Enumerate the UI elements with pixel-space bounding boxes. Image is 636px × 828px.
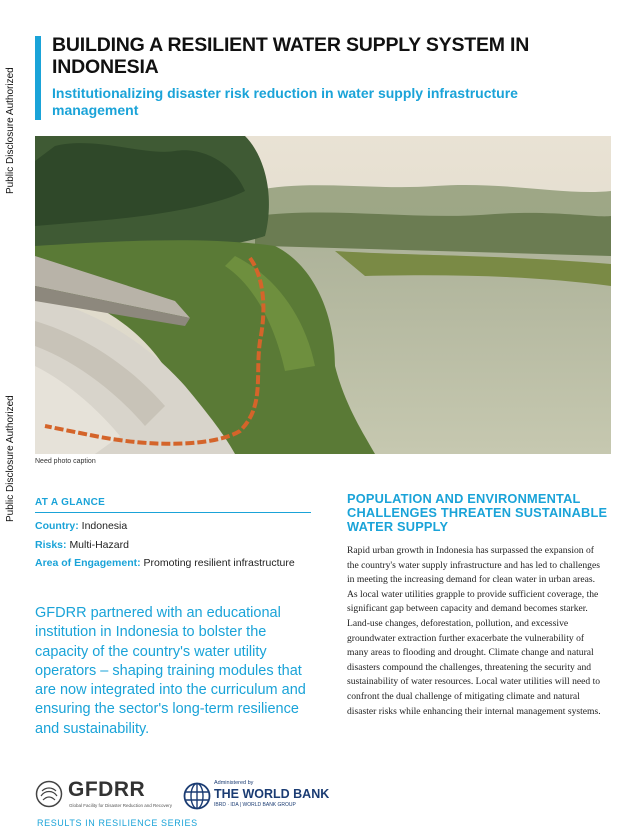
pull-quote: GFDRR partnered with an educational institution in Indonesia to bolster the capacity of the country's water utility operators – shaping training modules that are now integrated into the curriculum and ensuring the sector's long-term resilience and sustainability. — [35, 605, 306, 737]
section-heading: POPULATION AND ENVIRONMENTAL CHALLENGES THREATEN SUSTAINABLE WATER SUPPLY — [347, 491, 608, 534]
glance-row-engagement — [35, 557, 295, 569]
glance-value: Promoting resilient infrastructure — [143, 557, 295, 569]
glance-key: Risks: — [35, 539, 67, 551]
glance-row-country — [35, 520, 127, 532]
world-bank-administered: Administered by — [214, 780, 254, 786]
reservoir-photo — [35, 136, 611, 454]
world-bank-name: THE WORLD BANK — [214, 787, 330, 801]
gfdrr-logo — [35, 778, 185, 818]
glance-key: Country: — [35, 520, 79, 532]
glance-row-risks — [35, 539, 129, 551]
disclosure-label-bottom: Public Disclosure Authorized — [5, 395, 16, 522]
page-subtitle: Institutionalizing disaster risk reduction in water supply infrastructure management — [52, 85, 518, 118]
section-body: Rapid urban growth in Indonesia has surpassed the expansion of the country's water supply infrastructure and has led to challenges in meeting the increasing demand for clean water in urban areas. As local water utilities grapple to provide sufficient coverage, the significant gap between capacity and demand becomes starker. Land-use changes, deforestation, pollution, and excessive groundwater extraction further exacerbate the vulnerability of many areas to flooding and drought. Climate change and natural disasters compound the challenges, threatening the security and sustainability of water resources. Local water utilities will need to confront the dual challenge of mitigating climate and natural disaster risks while enhancing their internal management systems. — [347, 545, 601, 717]
gfdrr-tagline: Global Facility for Disaster Reduction and Recovery — [69, 803, 173, 808]
glance-value: Multi-Hazard — [69, 539, 129, 551]
disclosure-label-top: Public Disclosure Authorized — [5, 67, 16, 194]
at-a-glance-rule — [35, 512, 311, 513]
gfdrr-wordmark: GFDRR — [68, 778, 146, 801]
world-bank-group: IBRD · IDA | WORLD BANK GROUP — [214, 802, 296, 808]
series-label: RESULTS IN RESILIENCE SERIES — [37, 818, 198, 828]
glance-value: Indonesia — [81, 520, 128, 532]
glance-key: Area of Engagement: — [35, 557, 141, 569]
world-bank-globe-icon — [183, 782, 211, 810]
at-a-glance-heading: AT A GLANCE — [35, 497, 106, 508]
photo-caption: Need photo caption — [35, 458, 96, 465]
page-title: BUILDING A RESILIENT WATER SUPPLY SYSTEM IN INDONESIA — [52, 34, 530, 78]
world-bank-logo — [183, 778, 333, 818]
title-accent-bar — [35, 36, 41, 120]
gfdrr-emblem-icon — [35, 780, 63, 808]
